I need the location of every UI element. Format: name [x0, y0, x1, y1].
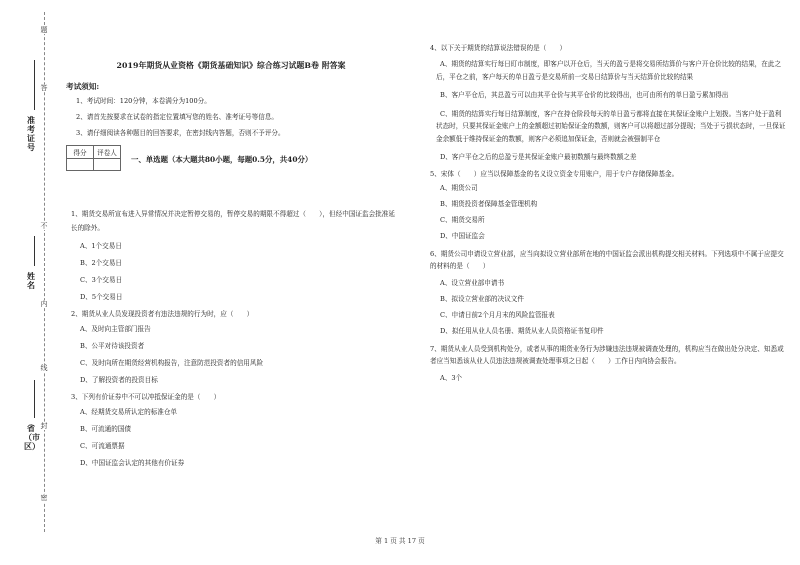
option[interactable]: C、及时向所在期货经营机构报告，注意防范投资者的信用风险 [80, 359, 264, 367]
option[interactable]: A、3个 [440, 373, 463, 382]
option[interactable]: C、申请日前2个月月末的风险监管报表 [440, 310, 555, 319]
option[interactable]: C、期货交易所 [440, 215, 485, 224]
grader-label: 评卷人 [94, 146, 121, 159]
option[interactable]: B、公平对待该投资者 [80, 342, 145, 350]
exam-id-label: 准考证号 [24, 116, 38, 152]
question-text: 6、期货公司申请设立营业部，应当向拟设立营业部所在地的中国证监会派出机构提交相关材料。下列选项中不属于应提交的材料的是（ ） [430, 249, 784, 270]
notice-item: 3、请仔细阅读各种题目的回答要求，在密封线内答题，否则不予评分。 [76, 129, 285, 137]
question [66, 393, 396, 467]
option[interactable]: D、拟任用从业人员名册、期货从业人员资格证书复印件 [440, 326, 604, 335]
score-cell [67, 159, 94, 171]
option[interactable]: D、了解投资者的投资目标 [80, 376, 158, 384]
notice-item: 2、请首先按要求在试卷的指定位置填写您的姓名、准考证号等信息。 [76, 113, 279, 121]
notice-item: 1、考试时间：120分钟，本卷满分为100分。 [76, 97, 211, 105]
seal-char: 不 [40, 222, 48, 230]
option[interactable]: D、5个交易日 [80, 293, 123, 301]
seal-char: 封 [40, 422, 48, 430]
score-table [66, 145, 121, 171]
option[interactable]: D、客户平仓之后的总盈亏是其保证金账户最初数额与最终数额之差 [440, 153, 637, 161]
seal-char: 答 [40, 84, 48, 92]
question-text: 2、期货从业人员发现投资者有违法违规的行为时，应（ ） [71, 310, 254, 318]
option[interactable]: A、期货公司 [440, 183, 478, 192]
seal-char: 密 [40, 494, 48, 502]
option[interactable]: A、及时向主管部门报告 [80, 325, 151, 333]
question-text: 5、宋体（ ）应当以保障基金的名义设立资金专用账户，用于专户存储保障基金。 [430, 169, 679, 178]
seal-char: 题 [40, 26, 48, 34]
name-label: 姓名 [24, 272, 38, 290]
option[interactable]: D、中国证监会认定的其他有价证券 [80, 459, 185, 467]
option[interactable]: B、客户平仓后，其总盈亏可以由其平仓价与其平仓价的比较得出，也可由所有的单日盈亏累加得出 [440, 91, 729, 99]
question [426, 170, 786, 240]
exam-id-field[interactable] [34, 60, 35, 110]
option[interactable]: C、期货的结算实行每日结算制度，客户在持仓阶段每天的单日盈亏都将直接在其保证金账户上划拨。当客户处于盈利状态时，只要其保证金账户上的金额超过初始保证金的数额，则客户可以将超过部分提现；当处于亏损状态时，一旦保证金余额低于维持保证金的数额，则客户必须追加保证金，否则就会被强制平仓 [436, 109, 786, 143]
option[interactable]: A、设立营业部申请书 [440, 278, 505, 287]
name-field[interactable] [34, 236, 35, 266]
question-text: 3、下列有价证券中不可以冲抵保证金的是（ ） [71, 393, 221, 401]
seal-char: 内 [40, 300, 48, 308]
option[interactable]: C、3个交易日 [80, 276, 123, 284]
left-column [66, 60, 396, 476]
question [66, 310, 396, 384]
question [426, 343, 786, 382]
province-field[interactable] [34, 380, 35, 418]
option[interactable]: A、1个交易日 [80, 242, 122, 250]
binding-margin [0, 0, 60, 565]
option[interactable]: A、经期货交易所认定的标准仓单 [80, 408, 178, 416]
province-label: 省（市区） [24, 423, 40, 451]
score-row [66, 145, 396, 171]
question [426, 44, 786, 164]
option[interactable]: B、2个交易日 [80, 259, 123, 267]
option[interactable]: B、可流通的国债 [80, 425, 132, 433]
question [426, 248, 786, 335]
score-label: 得分 [67, 146, 94, 159]
seal-char: 线 [40, 364, 48, 372]
right-column [426, 44, 786, 390]
question-text: 4、以下关于期货的结算说法错误的是（ ） [430, 44, 567, 52]
question-text: 1、期货交易所宣布进入异常情况并决定暂停交易的，暂停交易的期限不得超过（ ），但经中国证监会批准延长的除外。 [71, 210, 395, 232]
notice-title: 考试须知: [66, 82, 100, 91]
option[interactable]: B、拟设立营业部的决议文件 [440, 294, 524, 303]
page-title: 2019年期货从业资格《期货基础知识》综合练习试题B卷 附答案 [116, 61, 346, 70]
option[interactable]: A、期货的结算实行每日盯市制度，即客户以开仓后，当天的盈亏是将交易所结算价与客户开仓价比较的结果，在此之后，平仓之前，客户每天的单日盈亏是交易所前一交易日结算价与当天结算价比较的结果 [436, 60, 782, 81]
section-title: 一、单选题（本大题共80小题，每题0.5分，共40分） [131, 155, 313, 164]
option[interactable]: B、期货投资者保障基金管理机构 [440, 199, 538, 208]
question [66, 207, 396, 301]
grader-cell [94, 159, 121, 171]
question-text: 7、期货从业人员受到机构处分，或者从事的期货业务行为涉嫌违法违规被调查处理的，机构应当在做出处分决定、知悉或者应当知悉该从业人员违法违规被调查处理事项之日起（ ）工作日内向协会报告。 [430, 344, 784, 365]
option[interactable]: D、中国证监会 [440, 231, 485, 240]
page-footer: 第 1 页 共 17 页 [375, 537, 425, 545]
option[interactable]: C、可流通票据 [80, 442, 125, 450]
